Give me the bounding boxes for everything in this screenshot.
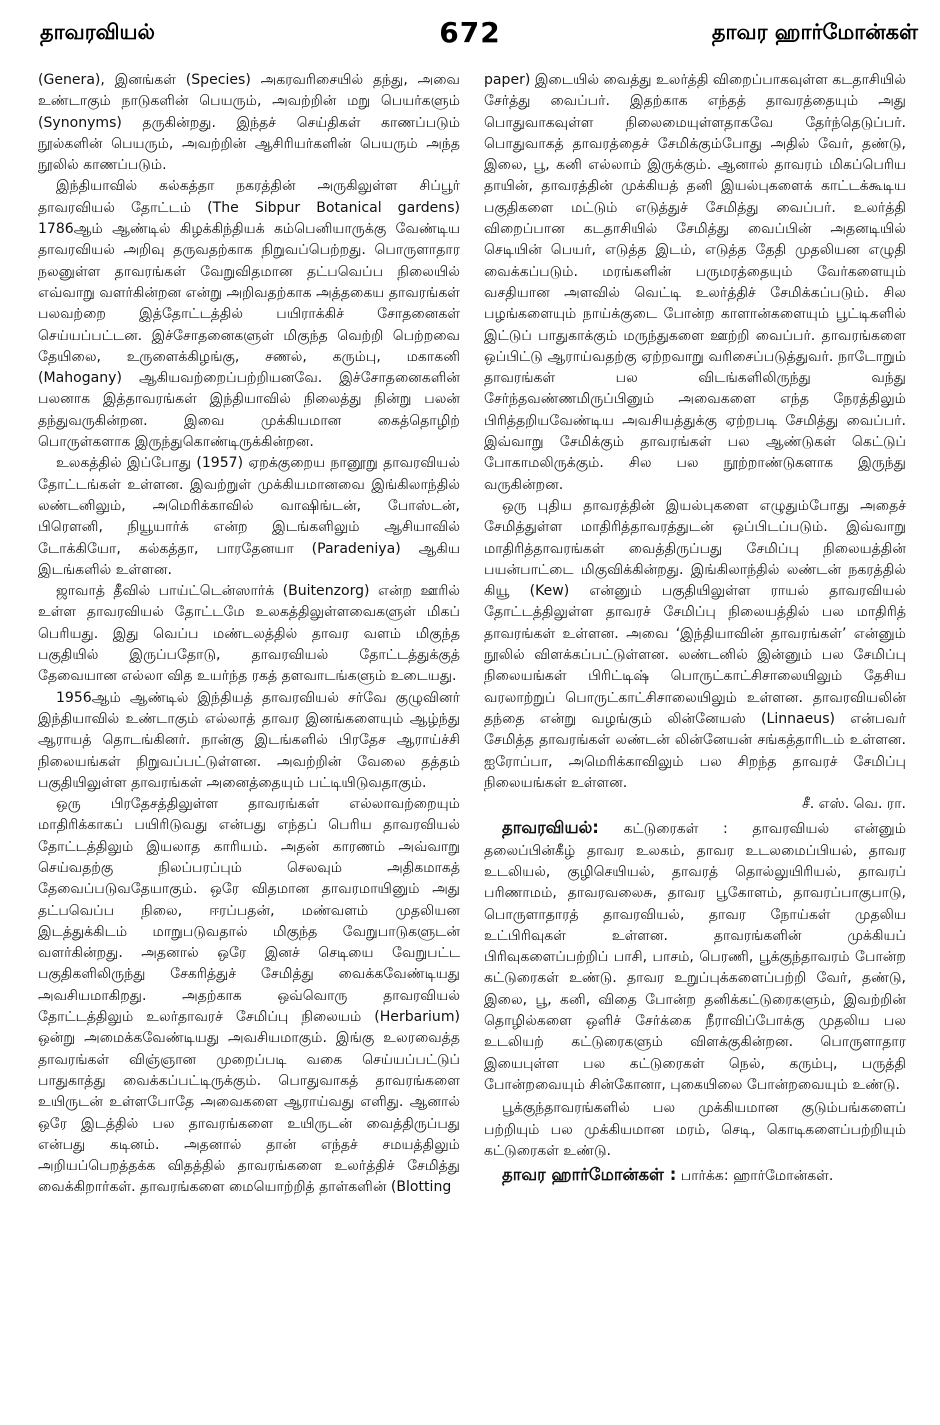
author-signature: சீ. எஸ். வெ. ரா. — [801, 796, 906, 813]
paragraph: ஒரு புதிய தாவரத்தின் இயல்புகளை எழுதும்போது அதைச் சேமித்துள்ள மாதிரித்தாவரத்துடன் ஒப்பிடப்படும். இவ்வாறு மாதிரித்தாவரங்கள் வைத்திருப்பது சேமிப்பு நிலையத்தின் பயன்பாட்டை மிகுவிக்கின்றது. இங்கிலாந்தில் லண்டன் நகரத்தில் கியூ (Kew) என்னும் பகுதியிலுள்ள ராயல் தாவரவியல் தோட்டத்திலுள்ள தாவரச் சேமிப்பு நிலையத்தில் பல மாதிரித் தாவரங்கள் உள்ளன. அவை ‘இந்தியாவின் தாவரங்கள்’ என்னும் நூலில் விளக்கப்பட்டுள்ளன. லண்டனில் இன்னும் பல சேமிப்பு நிலையங்கள் பிரிட்டிஷ் பொருட்காட்சிசாலையிலும் தேசிய வரலாற்றுப் பொருட்காட்சிசாலையிலும் உள்ளன. தாவரவியலின் தந்தை என்று வழங்கும் லின்னேயஸ் (Linnaeus) என்பவர் சேமித்த தாவரங்கள் லண்டன் லின்னேயன் சங்கத்தாரிடம் உள்ளன. ஐரோப்பா, அமெரிக்காவிலும் பல சிறந்த தாவரச் சேமிப்பு நிலையங்கள் உள்ளன. — [484, 497, 906, 791]
entry-text: கட்டுரைகள் : தாவரவியல் என்னும் தலைப்பின்கீழ் தாவர உலகம், தாவர உடலமைப்பியல், தாவர உடலியல், குழிசெயியல், தாவரத் தொல்லுயிரியல், தாவரப் பரிணாமம், தாவரவலைசு, தாவர பூகோளம், தாவரப்பாகுபாடு, பொருளாதாரத் தாவரவியல், தாவர நோய்கள் முதலிய உட்பிரிவுகள் உள்ளன. தாவரங்களின் முக்கியப் பிரிவுகளைப்பற்றிப் பாசி, பாசம், பெரணி, பூக்குந்தாவரம் போன்ற கட்டுரைகள் உண்டு. தாவர உறுப்புக்களைப்பற்றி வேர், தண்டு, இலை, பூ, கனி, விதை போன்ற தனிக்கட்டுரைகளும், இவற்றின் தொழில்களை ஒளிச் சேர்க்கை நீராவிப்போக்கு முதலிய பல உடலியற் கட்டுரைகளும் விளக்குகின்றன. பொருளாதார இயைபுள்ள பல கட்டுரைகள் நெல், கரும்பு, பருத்தி போன்றவையும் சின்கோனா, புகையிலை போன்றவையும் உண்டு. — [484, 821, 906, 1093]
paragraph: ஒரு பிரதேசத்திலுள்ள தாவரங்கள் எல்லாவற்றையும் மாதிரிக்காகப் பயிரிடுவது என்பது எந்தப் பெரிய தாவரவியல் தோட்டத்திலும் இயலாத காரியம். அதன் காரணம் அவ்வாறு செய்வதற்கு நிலப்பரப்பும் செலவும் அதிகமாகத் தேவைப்படுவதேயாகும். ஒரே விதமான தாவரமாயினும் அது தட்பவெப்ப நிலை, ஈரப்பதன், மண்வளம் முதலியன இடத்துக்கிடம் மாறுபடுவதால் மிகுந்த வேறுபாடுகளுடன் வளர்கின்றது. அதனால் ஒரே இனச் செடியை வேறுபட்ட பகுதிகளிலிருந்து சேகரித்துச் சேமித்து வைக்கவேண்டியது அவசியமாகிறது. அதற்காக ஒவ்வொரு தாவரவியல் தோட்டத்திலும் உலர்தாவரச் சேமிப்பு நிலையம் (Herbarium) ஒன்று அமைக்கவேண்டியது அவசியமாகும். இங்கு உலரவைத்த தாவரங்கள் விஞ்ஞான முறைப்படி வகை செய்யப்பட்டுப் பாதுகாத்து வைக்கப்பட்டிருக்கும். பொதுவாகத் தாவரங்களை உயிருடன் உள்ளபோதே அவைகளை ஆராய்வது எளிது. ஆனால் ஒரே இடத்தில் பல தாவரங்களை உயிருடன் வைத்திருப்பது என்பது கடினம். அதனால் தான் எந்தச் சமயத்திலும் அறியப்பெறத்தக்க விதத்தில் தாவரங்களை உலர்த்திச் சேமித்து வைக்கிறார்கள். தாவரங்களை மையொற்றித் தாள்களின் (Blotting — [38, 796, 460, 1196]
paragraph: (Genera), இனங்கள் (Species) அகரவரிசையில் தந்து, அவை உண்டாகும் நாடுகளின் பெயரும், அவற்றின் மறு பெயர்களும் (Synonyms) தருகின்றது. இந்தச் செய்திகள் காணப்படும் நூல்களின் பெயரும், அவற்றின் ஆசிரியர்களின் பெயரும் அந்த நூலில் காணப்படும். — [38, 72, 460, 174]
paragraph: 1956ஆம் ஆண்டில் இந்தியத் தாவரவியல் சர்வே குழுவினர் இந்தியாவில் உண்டாகும் எல்லாத் தாவர இனங்களையும் ஆழ்ந்து ஆராயத் தொடங்கினர். நான்கு இடங்களில் பிரதேச ஆராய்ச்சி நிலையங்கள் நிறுவப்பட்டுள்ளன. அவற்றின் வேலை தத்தம் பகுதியிலுள்ள தாவரங்கள் அனைத்தையும் பட்டியிடுவதாகும். — [38, 689, 460, 791]
paragraph: இந்தியாவில் கல்கத்தா நகரத்தின் அருகிலுள்ள சிப்பூர் தாவரவியல் தோட்டம் (The Sibpur Botanical gardens) 1786ஆம் ஆண்டில் கிழக்கிந்தியக் கம்பெனியாருக்கு வேண்டிய தாவரவியல் அறிவு தருவதற்காக நிறுவப்பெற்றது. பொருளாதார நலனுள்ள தாவரங்கள் வேறுவிதமான தட்பவெப்ப நிலையில் எவ்வாறு வளர்கின்றன என்று அறிவதற்காக அத்தகைய தாவரங்கள் பலவற்றை இத்தோட்டத்தில் பயிராக்கிச் சோதனைகள் செய்யப்பட்டன. இச்சோதனைகளுள் மிகுந்த வெற்றி பெற்றவை தேயிலை, உருளைக்கிழங்கு, சணல், கரும்பு, மகாகனி (Mahogany) ஆகியவற்றைப்பற்றியனவே. இச்சோதனைகளின் பலனாக இத்தாவரங்கள் இந்தியாவில் நிலைத்து நின்று பலன் தந்துவருகின்றன. இவை முக்கியமான கைத்தொழிற் பொருள்களாக இருந்துகொண்டிருக்கின்றன. — [38, 178, 460, 451]
paragraph: உலகத்தில் இப்போது (1957) ஏறக்குறைய நானூறு தாவரவியல் தோட்டங்கள் உள்ளன. இவற்றுள் முக்கியமானவை இங்கிலாந்தில் லண்டனிலும், அமெரிக்காவில் வாஷிங்டன், போஸ்டன், பிரௌனி, நியூயார்க் என்ற இடங்களிலும் ஆசியாவில் டோக்கியோ, கல்கத்தா, பாரதேனயா (Paradeniya) ஆகிய இடங்களில் உள்ளன. — [38, 455, 460, 578]
entry-text: பூக்குந்தாவரங்களில் பல முக்கியமான குடும்பங்களைப் பற்றியும் பல முக்கியமான மரம், செடி, கொடிகளைப்பற்றியும் கட்டுரைகள் உண்டு. — [484, 1100, 906, 1159]
entry-text: பார்க்க: ஹார்மோன்கள். — [680, 1168, 834, 1185]
paragraph: ஜாவாத் தீவில் பாய்ட்டென்ஸார்க் (Buitenzorg) என்ற ஊரில் உள்ள தாவரவியல் தோட்டமே உலகத்திலுள்ளவைகளுள் மிகப் பெரியது. இது வெப்ப மண்டலத்தில் தாவர வளம் மிகுந்த பகுதியில் இருப்பதோடு, தாவரவியல் தோட்டத்துக்குத் தேவையான எல்லா வித உயர்ந்த ரகத் தளவாடங்களும் உடையது. — [38, 583, 460, 685]
entry-heading: தாவரவியல்: — [502, 818, 599, 838]
page-header — [0, 0, 940, 60]
running-head-left: தாவரவியல் — [40, 20, 155, 44]
right-column — [484, 70, 906, 1370]
page-number: 672 — [439, 16, 501, 49]
entry-taavara-hormones — [484, 1164, 906, 1187]
left-column — [38, 70, 460, 1415]
entry-heading: தாவர ஹார்மோன்கள் : — [502, 1165, 677, 1185]
running-head-right: தாவர ஹார்மோன்கள் — [711, 20, 918, 44]
entry-taavaraviyal — [484, 817, 906, 1096]
paragraph: paper) இடையில் வைத்து உலர்த்தி விறைப்பாகவுள்ள கடதாசியில் சேர்த்து வைப்பர். இதற்காக எந்தத் தாவரத்தையும் அது பொதுவாகவுள்ள நிலைமையுள்ளதாகவே தேர்ந்தெடுப்பர். பொதுவாகத் தாவரத்தைச் சேமிக்கும்போது அதில் வேர், தண்டு, இலை, பூ, கனி எல்லாம் இருக்கும். ஆனால் தாவரம் மிகப்பெரிய தாயின், தாவரத்தின் முக்கியத் தனி இயல்புகளைக் காட்டக்கூடிய பகுதிகளை மட்டும் எடுத்துச் சேமித்து வைப்பர். உலர்த்தி விறைப்பான கடதாசியில் சேமித்து வைப்பின் அதனடியில் செடியின் பெயர், எடுத்த இடம், எடுத்த தேதி முதலியன எழுதி வைக்கப்படும். மரங்களின் பருமரத்தையும் வேர்களையும் வசதியான அளவில் வெட்டி உலர்த்திச் சேமிக்கப்படும். சில பழங்களையும் நாய்க்குடை போன்ற காளான்களையும் பூட்டிகளில் இட்டுப் பாதுகாக்கும் மருந்துகளை ஊற்றி வைப்பர். தாவரங்களை ஒப்பிட்டு ஆராய்வதற்கு ஏற்றவாறு வரிசைப்படுத்துவர். நாடோறும் தாவரங்கள் பல விடங்களிலிருந்து வந்து சேர்ந்தவண்ணமிருப்பினும் அவைகளை எந்த நேரத்திலும் பிரித்தறியவேண்டிய அவசியத்துக்கு ஏற்றபடி சேமித்து வைப்பர். இவ்வாறு சேமிக்கும் தாவரங்கள் பல ஆண்டுகள் கெட்டுப் போகாமலிருக்கும். சில பல நூற்றாண்டுகளாக இருந்து வருகின்றன. — [484, 72, 906, 493]
entry-continuation — [484, 1098, 906, 1162]
